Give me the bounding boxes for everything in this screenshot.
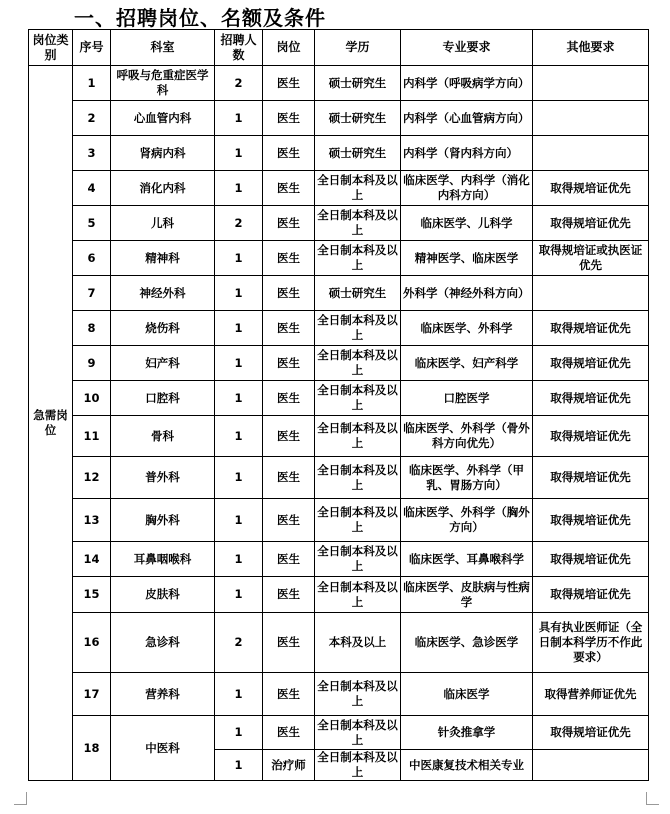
row-other: 取得规培证或执医证优先 [533,241,649,276]
table-row [29,311,649,346]
row-count: 1 [215,241,263,276]
row-count: 1 [215,101,263,136]
row-count: 1 [215,673,263,716]
row-other: 取得规培证优先 [533,716,649,750]
row-post: 医生 [263,457,315,499]
row-department: 耳鼻咽喉科 [111,542,215,577]
category-cell: 急需岗位 [29,66,73,781]
row-other [533,750,649,781]
page-corner-mark-right [646,792,659,805]
table-row [29,416,649,457]
row-post: 医生 [263,241,315,276]
row-major: 口腔医学 [401,381,533,416]
row-department: 神经外科 [111,276,215,311]
row-count: 1 [215,716,263,750]
row-count: 1 [215,381,263,416]
row-major: 精神医学、临床医学 [401,241,533,276]
table-row [29,542,649,577]
row-department: 急诊科 [111,613,215,673]
table-row [29,457,649,499]
row-other: 取得规培证优先 [533,416,649,457]
table-row [29,171,649,206]
table-row [29,206,649,241]
row-education: 全日制本科及以上 [315,577,401,613]
row-major: 临床医学、耳鼻喉科学 [401,542,533,577]
row-count: 1 [215,457,263,499]
row-post: 医生 [263,311,315,346]
row-number: 10 [73,381,111,416]
row-post: 医生 [263,381,315,416]
row-count: 2 [215,206,263,241]
row-number: 1 [73,66,111,101]
table-row [29,276,649,311]
row-number: 12 [73,457,111,499]
row-count: 2 [215,66,263,101]
row-education: 全日制本科及以上 [315,206,401,241]
row-post: 医生 [263,416,315,457]
row-count: 1 [215,499,263,542]
row-education: 硕士研究生 [315,66,401,101]
row-number: 5 [73,206,111,241]
row-post: 医生 [263,499,315,542]
row-post: 医生 [263,542,315,577]
row-department: 普外科 [111,457,215,499]
row-count: 1 [215,577,263,613]
row-number: 15 [73,577,111,613]
row-education: 全日制本科及以上 [315,750,401,781]
row-other: 具有执业医师证（全日制本科学历不作此要求） [533,613,649,673]
table-row [29,241,649,276]
row-major: 内科学（呼吸病学方向） [401,66,533,101]
table-row [29,101,649,136]
row-other: 取得规培证优先 [533,499,649,542]
row-count: 1 [215,311,263,346]
page-title: 一、招聘岗位、名额及条件 [74,6,326,30]
row-other: 取得规培证优先 [533,542,649,577]
row-department: 中医科 [111,716,215,781]
row-other [533,136,649,171]
row-major: 临床医学、外科学（甲乳、胃肠方向） [401,457,533,499]
row-number: 4 [73,171,111,206]
row-count: 1 [215,171,263,206]
row-education: 全日制本科及以上 [315,346,401,381]
row-other: 取得规培证优先 [533,577,649,613]
row-post: 医生 [263,673,315,716]
row-education: 硕士研究生 [315,136,401,171]
table-row [29,673,649,716]
row-number: 13 [73,499,111,542]
header-post: 岗位 [263,30,315,66]
row-department: 烧伤科 [111,311,215,346]
row-count: 1 [215,542,263,577]
row-number: 8 [73,311,111,346]
row-department: 儿科 [111,206,215,241]
row-number: 18 [73,716,111,781]
row-number: 14 [73,542,111,577]
row-post: 医生 [263,206,315,241]
row-count: 1 [215,750,263,781]
row-department: 骨科 [111,416,215,457]
row-post: 医生 [263,101,315,136]
row-other: 取得规培证优先 [533,171,649,206]
row-other [533,66,649,101]
row-education: 全日制本科及以上 [315,381,401,416]
row-post: 医生 [263,136,315,171]
row-other: 取得营养师证优先 [533,673,649,716]
row-number: 2 [73,101,111,136]
header-major: 专业要求 [401,30,533,66]
row-education: 全日制本科及以上 [315,542,401,577]
header-education: 学历 [315,30,401,66]
table-row [29,381,649,416]
row-major: 临床医学、皮肤病与性病学 [401,577,533,613]
row-major: 临床医学、急诊医学 [401,613,533,673]
row-education: 全日制本科及以上 [315,311,401,346]
row-number: 9 [73,346,111,381]
row-post: 医生 [263,66,315,101]
row-education: 硕士研究生 [315,276,401,311]
header-other: 其他要求 [533,30,649,66]
row-education: 全日制本科及以上 [315,716,401,750]
row-department: 胸外科 [111,499,215,542]
row-other: 取得规培证优先 [533,206,649,241]
row-post: 治疗师 [263,750,315,781]
row-other: 取得规培证优先 [533,311,649,346]
row-number: 3 [73,136,111,171]
row-post: 医生 [263,276,315,311]
row-department: 皮肤科 [111,577,215,613]
row-education: 全日制本科及以上 [315,457,401,499]
row-major: 临床医学、内科学（消化内科方向） [401,171,533,206]
header-department: 科室 [111,30,215,66]
header-category: 岗位类别 [29,30,73,66]
row-education: 全日制本科及以上 [315,499,401,542]
row-major: 临床医学、外科学 [401,311,533,346]
row-number: 7 [73,276,111,311]
table-header-row [29,30,649,66]
table-row [29,577,649,613]
row-major: 临床医学 [401,673,533,716]
header-number: 序号 [73,30,111,66]
page-corner-mark-left [14,792,27,805]
table-row [29,136,649,171]
row-major: 临床医学、儿科学 [401,206,533,241]
row-major: 临床医学、外科学（骨外科方向优先） [401,416,533,457]
row-post: 医生 [263,577,315,613]
row-education: 全日制本科及以上 [315,673,401,716]
row-post: 医生 [263,346,315,381]
row-number: 16 [73,613,111,673]
row-department: 口腔科 [111,381,215,416]
table-row [29,499,649,542]
row-number: 6 [73,241,111,276]
row-major: 内科学（肾内科方向） [401,136,533,171]
row-post: 医生 [263,716,315,750]
row-count: 1 [215,276,263,311]
row-education: 全日制本科及以上 [315,416,401,457]
row-department: 妇产科 [111,346,215,381]
table-row [29,613,649,673]
row-count: 2 [215,613,263,673]
table-row [29,66,649,101]
row-post: 医生 [263,171,315,206]
row-education: 硕士研究生 [315,101,401,136]
row-major: 针灸推拿学 [401,716,533,750]
row-department: 肾病内科 [111,136,215,171]
row-education: 全日制本科及以上 [315,241,401,276]
row-post: 医生 [263,613,315,673]
recruitment-table [28,29,649,781]
header-count: 招聘人数 [215,30,263,66]
row-major: 外科学（神经外科方向） [401,276,533,311]
row-department: 营养科 [111,673,215,716]
row-count: 1 [215,136,263,171]
row-count: 1 [215,416,263,457]
row-major: 内科学（心血管病方向） [401,101,533,136]
row-education: 本科及以上 [315,613,401,673]
row-other: 取得规培证优先 [533,457,649,499]
row-number: 11 [73,416,111,457]
row-other [533,101,649,136]
row-major: 中医康复技术相关专业 [401,750,533,781]
row-department: 呼吸与危重症医学科 [111,66,215,101]
row-department: 心血管内科 [111,101,215,136]
row-department: 精神科 [111,241,215,276]
row-education: 全日制本科及以上 [315,171,401,206]
row-department: 消化内科 [111,171,215,206]
row-count: 1 [215,346,263,381]
row-major: 临床医学、妇产科学 [401,346,533,381]
row-number: 17 [73,673,111,716]
row-major: 临床医学、外科学（胸外方向） [401,499,533,542]
row-other: 取得规培证优先 [533,381,649,416]
row-other [533,276,649,311]
table-row [29,716,649,750]
row-other: 取得规培证优先 [533,346,649,381]
table-row [29,346,649,381]
